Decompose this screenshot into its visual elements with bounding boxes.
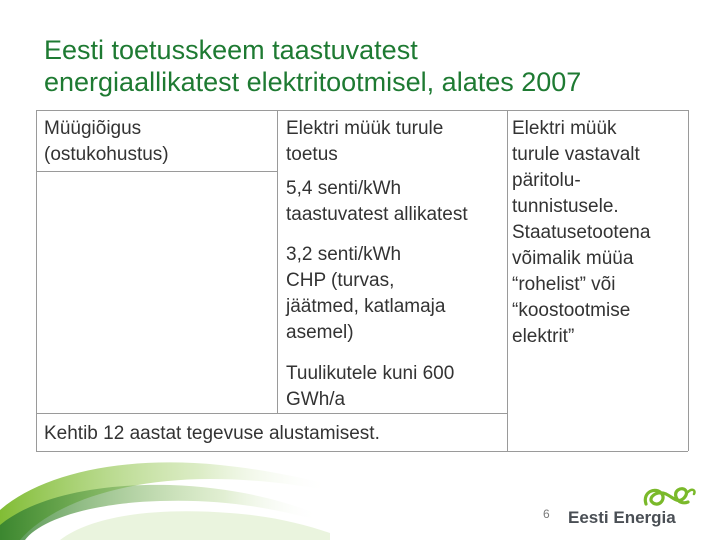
cell-origin-certificate: Elektri müük turule vastavalt päritolu- tunnistusele. Staatusetootena võimalik müüa “rohelist” või “koostootmise elektrit”	[512, 118, 651, 347]
table-bottom-border	[36, 451, 688, 452]
table-divider-col2	[507, 110, 508, 451]
slide-title-line-1: Eesti toetusskeem taastuvatest	[44, 35, 418, 65]
table-divider-col1	[277, 110, 278, 413]
table-row-divider-footer	[36, 413, 507, 414]
slide-title	[44, 34, 684, 98]
logo-text: Eesti Energia	[568, 508, 676, 527]
table-row-divider-col1	[36, 171, 277, 172]
cell-chp-rate: 3,2 senti/kWh CHP (turvas, jäätmed, katlamaja asemel)	[286, 244, 446, 343]
page-number: 6	[543, 507, 550, 521]
table-left-border	[36, 110, 37, 451]
cell-sales-right-header: Müügiõigus (ostukohustus)	[44, 118, 169, 165]
decorative-swoosh	[0, 455, 330, 540]
table-right-border	[688, 110, 689, 451]
eesti-energia-logo	[566, 484, 706, 529]
cell-wind-limit: Tuulikutele kuni 600 GWh/a	[286, 363, 455, 410]
cell-market-support-header: Elektri müük turule toetus	[286, 118, 444, 165]
cell-validity-period: Kehtib 12 aastat tegevuse alustamisest.	[44, 423, 380, 444]
table-top-border	[36, 110, 688, 111]
cell-renewables-rate: 5,4 senti/kWh taastuvatest allikatest	[286, 178, 468, 225]
slide-title-line-2: energiaallikatest elektritootmisel, alates 2007	[44, 67, 582, 97]
